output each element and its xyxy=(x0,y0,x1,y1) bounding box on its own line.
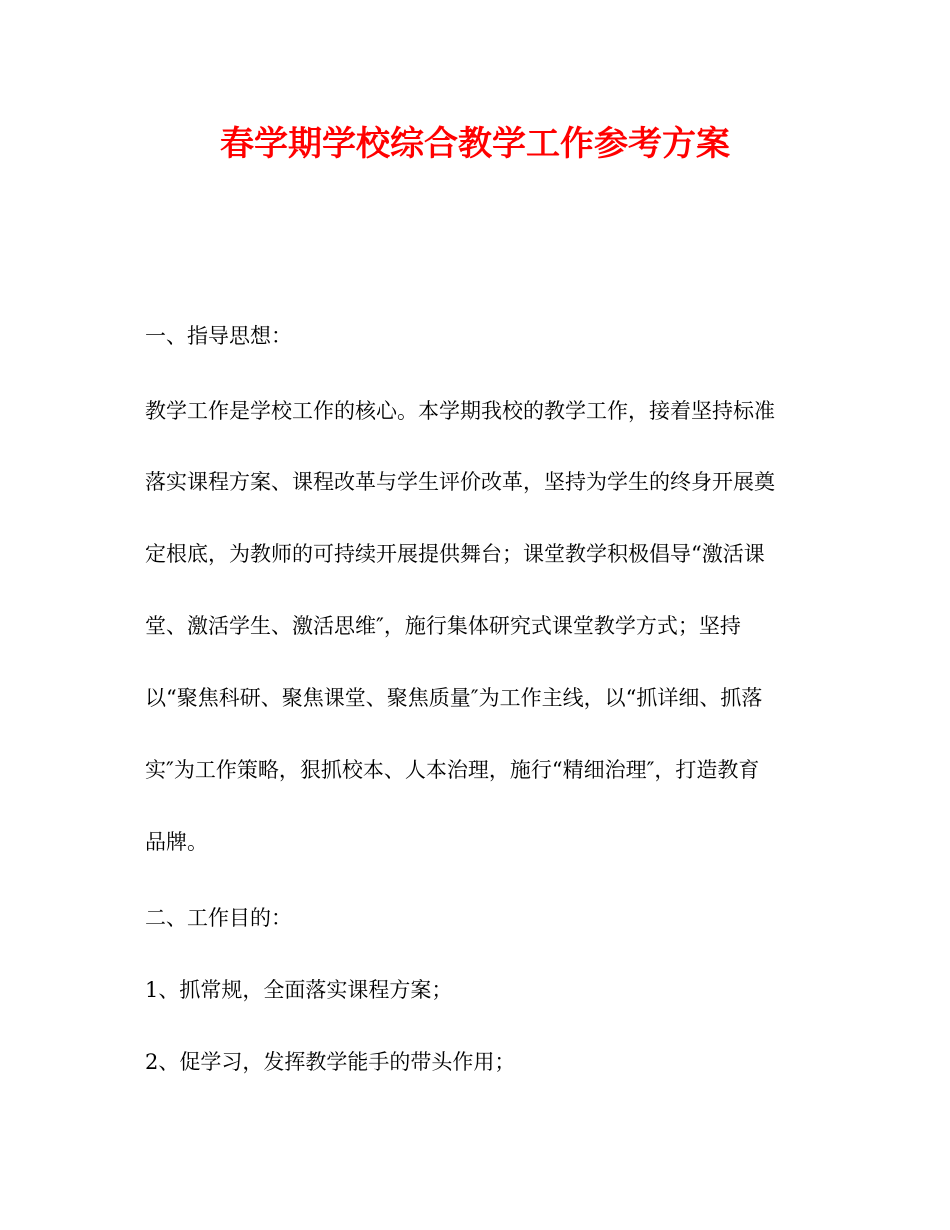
paragraph-line: 教学工作是学校工作的核心。本学期我校的教学工作，接着坚持标准 xyxy=(145,399,775,423)
paragraph-line: 落实课程方案、课程改革与学生评价改革，坚持为学生的终身开展奠 xyxy=(145,470,775,494)
paragraph-line: 定根底，为教师的可持续开展提供舞台；课堂教学积极倡导“激活课 xyxy=(145,542,765,566)
paragraph-line: 实″为工作策略，狠抓校本、人本治理，施行“精细治理″，打造教育 xyxy=(145,758,760,782)
list-item-goal: 1、抓常规，全面落实课程方案； xyxy=(145,978,453,1002)
paragraph-line: 以“聚焦科研、聚焦课堂、聚焦质量″为工作主线，以“抓详细、抓落 xyxy=(145,686,763,710)
paragraph-line: 品牌。 xyxy=(145,830,208,854)
document-title: 春学期学校综合教学工作参考方案 xyxy=(220,124,730,164)
list-item-goal: 2、促学习，发挥教学能手的带头作用； xyxy=(145,1050,516,1074)
paragraph-line: 堂、激活学生、激活思维″，施行集体研究式课堂教学方式；坚持 xyxy=(145,614,741,638)
section-heading-guiding-ideology: 一、指导思想： xyxy=(145,324,292,348)
section-heading-work-goals: 二、工作目的： xyxy=(145,906,292,930)
